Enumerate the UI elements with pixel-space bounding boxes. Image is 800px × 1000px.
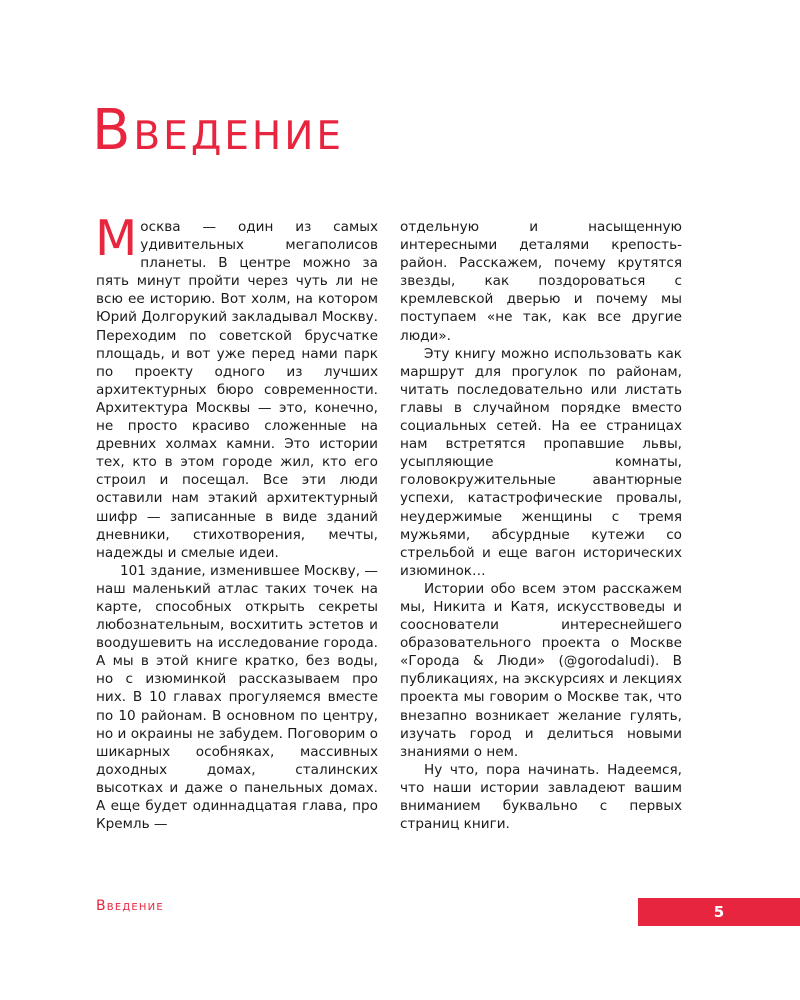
page-number: 5 <box>713 903 725 921</box>
closing-paragraph: Ну что, пора начинать. Надеемся, что наши истории завладеют вашим вниманием буквально с первых страниц книги. <box>400 761 682 833</box>
running-footer-section: Введение <box>96 898 164 914</box>
intro-paragraph <box>95 210 378 562</box>
intro-paragraph-text: осква — один из самых удивительных мегаполисов планеты. В центре можно за пять минут пройти через чуть ли не всю ее историю. Вот холм, на котором Юрий Долгорукий закладывал Москву. Переходим по советской брусчатке площадь, и вот уже перед нами парк по проекту одного из лучших архитектурных бюро современности. Архитектура Москвы — это, конечно, не просто красиво сложенные на древних холмах камни. Это истории тех, кто в этом городе жил, кто его строил и посещал. Все эти люди оставили нам этакий архитектурный шифр — записанные в виде зданий дневники, стихотворения, мечты, надежды и смелые идеи. <box>96 219 378 561</box>
authors-paragraph: Истории обо всем этом расскажем мы, Никита и Катя, искусствоведы и сооснователи интереснейшего образовательного проекта о Москве «Города & Люди» (@gorodaludi). В публикациях, на экскурсиях и лекциях проекта мы говорим о Москве так, что внезапно возникает желание гулять, изучать город и делиться новыми знаниями о нем. <box>400 580 682 760</box>
text-column-right <box>400 218 682 833</box>
kremlin-paragraph: отдельную и насыщенную интересными деталями крепость-район. Расскажем, почему крутятся звезды, как поздороваться с кремлевской дверью и почему мы поступаем «не так, как все другие люди». <box>400 219 682 344</box>
usage-paragraph: Эту книгу можно использовать как маршрут для прогулок по районам, читать последовательно или листать главы в случайном порядке вместо социальных сетей. На ее страницах нам встретятся пропавшие львы, усыпляющие комнаты, головокружительные авантюрные успехи, катастрофические провалы, неудержимые женщины с тремя мужьями, абсурдные кутежи со стрельбой и еще вагон исторических изюминок… <box>400 345 682 579</box>
chapter-title: Введение <box>92 98 345 163</box>
page-number-tab <box>638 898 800 926</box>
atlas-paragraph: 101 здание, изменившее Москву, — наш маленький атлас таких точек на карте, способных открыть секреты любознательным, восхитить эстетов и воодушевить на исследование города. А мы в этой книге кратко, без воды, но с изюминкой рассказываем про них. В 10 главах прогуляемся вместе по 10 районам. В основном по центру, но и окраины не забудем. Поговорим о шикарных особняках, массивных доходных домах, сталинских высотках и даже о панельных домах. А еще будет одиннадцатая глава, про Кремль — <box>96 562 378 833</box>
text-column-left <box>95 210 378 833</box>
drop-cap: М <box>95 210 138 267</box>
